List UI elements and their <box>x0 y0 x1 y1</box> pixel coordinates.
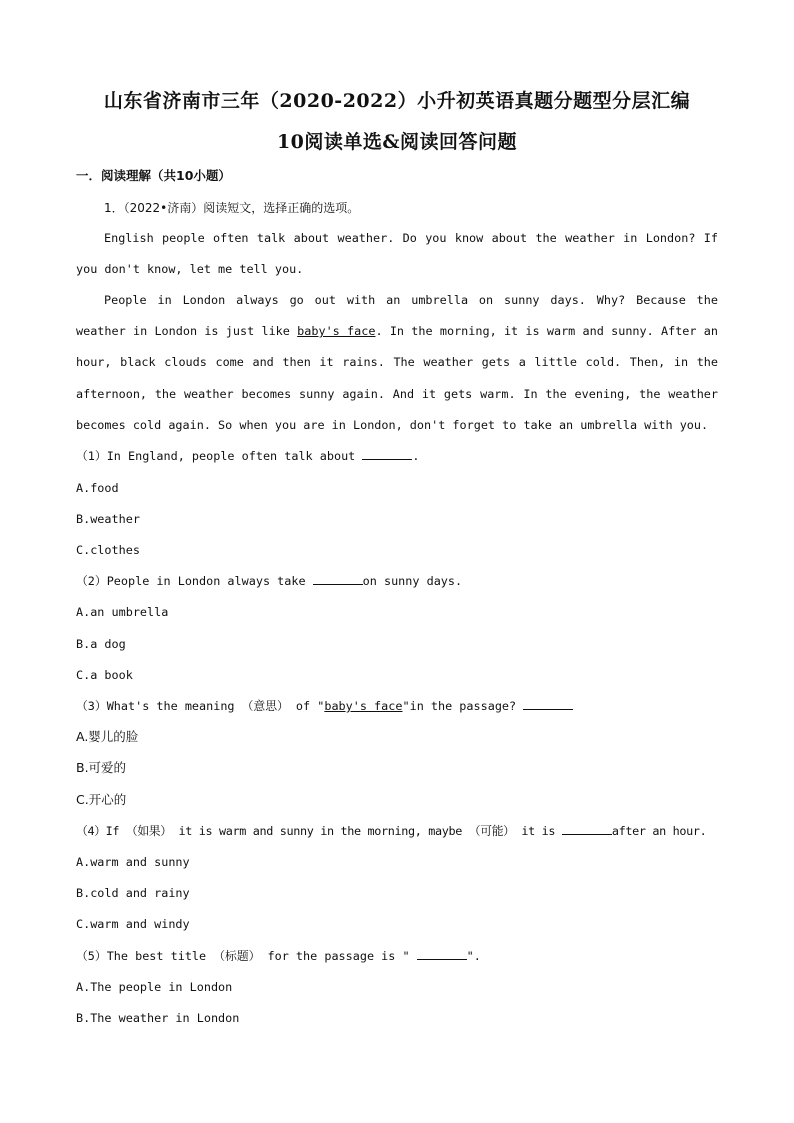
answer-blank <box>562 822 612 835</box>
answer-blank <box>523 697 573 710</box>
passage-text: . In the morning, it is warm and sunny. After an hour, black clouds come and then it rains. The weather gets a little cold. Then, in the afternoon, the weather becomes sunny again. And it gets warm. In the evening, the weather becomes cold again. So when you are in London, don't forget to take an umbrella with you. <box>76 324 718 432</box>
stem-text: after an hour. <box>611 824 707 838</box>
question-5-option-a: A.The people in London <box>76 980 233 994</box>
question-1-stem <box>76 446 420 466</box>
question-3-option-c: C.开心的 <box>76 792 127 807</box>
question-2-stem <box>76 571 462 591</box>
stem-text: （2）People in London always take <box>76 574 313 588</box>
answer-blank <box>417 947 467 960</box>
stem-text: . <box>412 449 420 463</box>
question-3-stem <box>76 696 573 716</box>
question-2-option-a: A.an umbrella <box>76 605 169 619</box>
question-2-option-b: B.a dog <box>76 637 126 651</box>
question-5-stem <box>76 946 481 966</box>
stem-text: ". <box>466 949 481 963</box>
passage-paragraph-2 <box>76 285 718 441</box>
document-title: 山东省济南市三年（2020-2022）小升初英语真题分题型分层汇编 <box>103 90 691 112</box>
question-1-option-b: B.weather <box>76 512 140 526</box>
answer-blank <box>313 572 363 585</box>
stem-text: （4）If （如果） it is warm and sunny in the morning, maybe （可能） it is <box>76 824 562 838</box>
question-1-option-c: C.clothes <box>76 543 140 557</box>
stem-text: （3）What's the meaning （意思） of " <box>76 699 325 713</box>
question-1-option-a: A.food <box>76 481 119 495</box>
question-3-option-b: B.可爱的 <box>76 760 127 775</box>
underlined-phrase: baby's face <box>324 699 403 713</box>
passage-text: People in London always go out with an umbrella on sunny days. Why? Because the weather in London is just like <box>76 293 718 339</box>
underlined-phrase: baby's face <box>297 324 376 339</box>
question-4-option-c: C.warm and windy <box>76 917 190 931</box>
passage-paragraph-1: English people often talk about weather. Do you know about the weather in London? If you don't know, let me tell you. <box>76 231 718 277</box>
section-heading: 一．阅读理解（共10小题） <box>76 168 231 183</box>
question-2-option-c: C.a book <box>76 668 133 682</box>
question-header: 1．（2022•济南）阅读短文，选择正确的选项。 <box>104 201 360 215</box>
stem-text: "in the passage? <box>402 699 524 713</box>
stem-text: on sunny days. <box>362 574 463 588</box>
question-5-option-b: B.The weather in London <box>76 1011 240 1025</box>
answer-blank <box>362 447 412 460</box>
question-4-option-a: A.warm and sunny <box>76 855 190 869</box>
question-4-stem <box>76 821 706 841</box>
question-4-option-b: B.cold and rainy <box>76 886 190 900</box>
stem-text: （5）The best title （标题） for the passage is " <box>76 949 417 963</box>
stem-text: （1）In England, people often talk about <box>76 449 363 463</box>
document-subtitle: 10阅读单选&阅读回答问题 <box>276 131 518 153</box>
question-3-option-a: A.婴儿的脸 <box>76 729 139 744</box>
